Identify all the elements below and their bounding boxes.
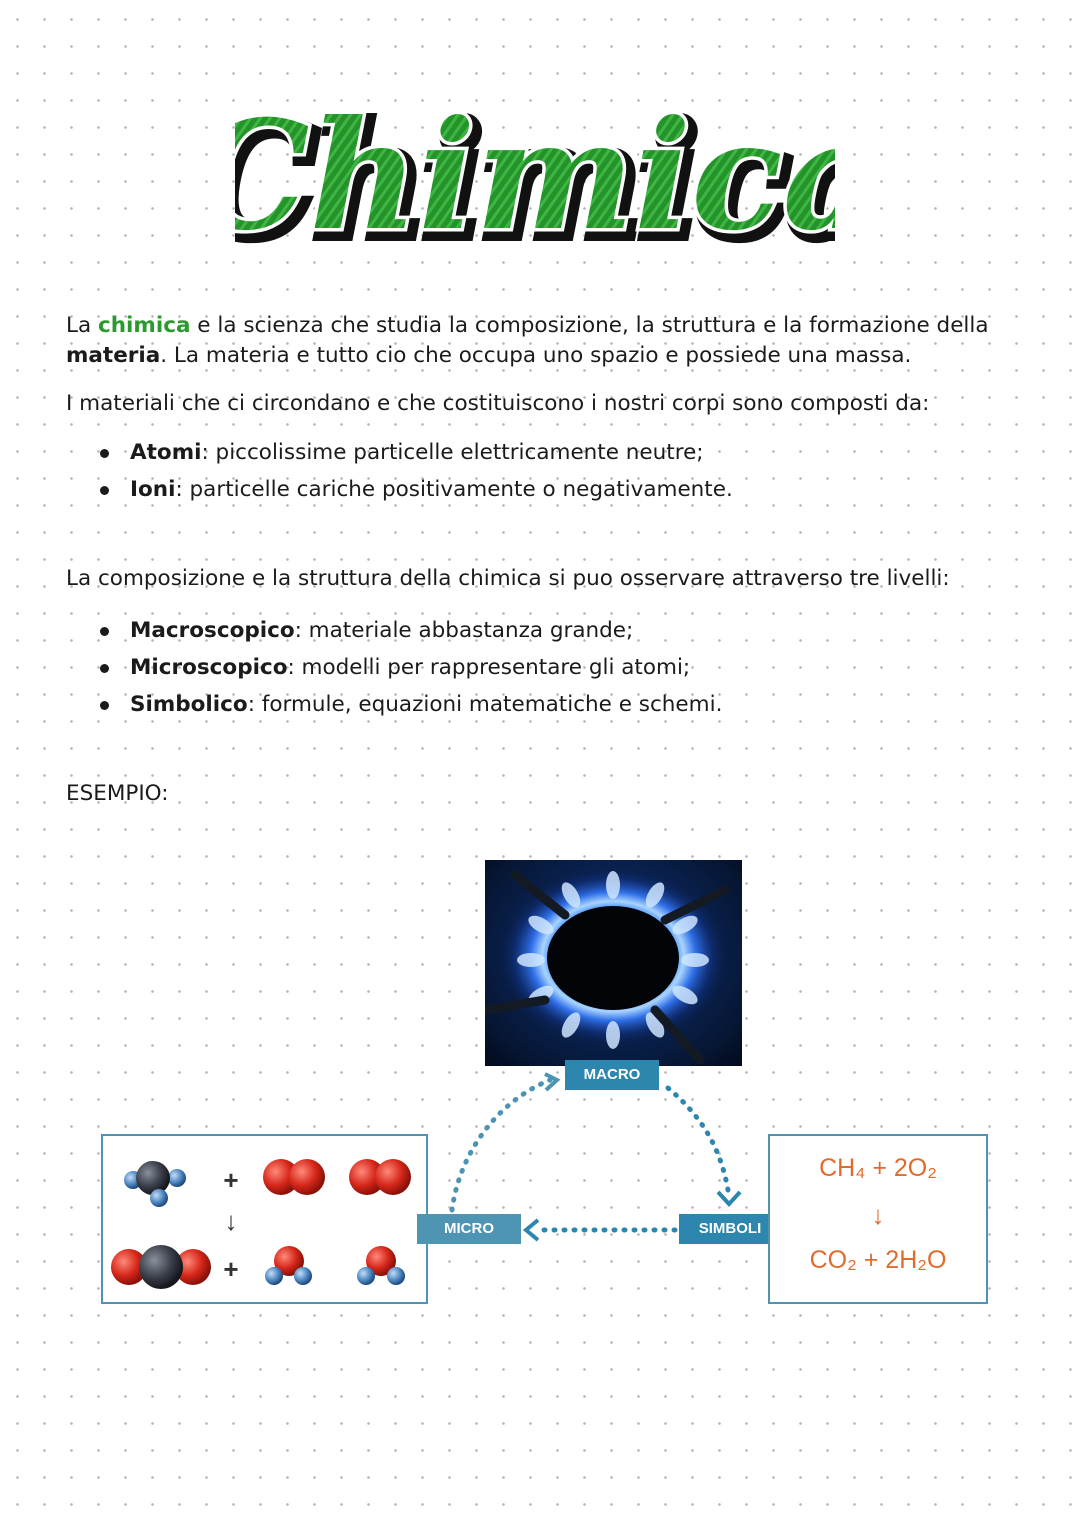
svg-text:↓: ↓ (224, 1206, 238, 1236)
simboli-label: SIMBOLI (679, 1214, 781, 1244)
oxygen-molecule (263, 1159, 325, 1195)
list-item: Simbolico: formule, equazioni matematiche e schemi. (100, 686, 722, 723)
micro-to-macro-arrow (452, 1080, 550, 1210)
reaction-arrow-icon: ↓ (871, 1200, 885, 1230)
micro-label: MICRO (417, 1214, 521, 1244)
svg-text:Chimica: himic (309, 88, 783, 264)
materials-list (100, 434, 733, 508)
macro-label: MACRO (565, 1060, 659, 1090)
materia-keyword: materia (66, 343, 161, 368)
products-formula: CO₂ + 2H₂O (809, 1246, 947, 1274)
carbon-dioxide-molecule (111, 1245, 211, 1289)
svg-text:+: + (223, 1254, 239, 1284)
svg-text:+: + (223, 1165, 239, 1195)
list-item: Microscopico: modelli per rappresentare gli atomi; (100, 649, 722, 686)
arrowhead-icon (718, 1192, 740, 1204)
water-molecule (265, 1246, 312, 1285)
oxygen-molecule (349, 1159, 411, 1195)
list-item: Macroscopico: materiale abbastanza grande; (100, 612, 722, 649)
levels-list (100, 612, 722, 723)
svg-text:Chimica: himic (315, 94, 789, 270)
intro-paragraph: La chimica e la scienza che studia la composizione, la struttura e la formazione della materia. La materia e tutto cio che occupa uno spazio e possiede una massa. (66, 313, 989, 368)
water-molecule (357, 1246, 405, 1285)
levels-intro: La composizione e la struttura della chimica si puo osservare attraverso tre livelli: (66, 566, 950, 591)
svg-text:Chimica: himic (309, 88, 783, 264)
page-title (235, 82, 835, 292)
gas-flame-photo (485, 860, 742, 1066)
flame-icon (485, 860, 742, 1066)
list-item: Ioni: particelle cariche positivamente o negativamente. (100, 471, 733, 508)
list-item: Atomi: piccolissime particelle elettricamente neutre; (100, 434, 733, 471)
example-label: ESEMPIO: (66, 781, 169, 806)
micro-molecules-box (101, 1134, 428, 1304)
materials-intro: I materiali che ci circondano e che costituiscono i nostri corpi sono composti da: (66, 391, 930, 416)
methane-molecule (124, 1161, 186, 1207)
chimica-keyword: chimica (98, 313, 191, 338)
macro-to-simboli-arrow (668, 1088, 728, 1190)
reactants-formula: CH₄ + 2O₂ (819, 1154, 937, 1182)
molecules-illustration (103, 1136, 426, 1302)
title-lettering (235, 82, 835, 292)
symbolic-formula-box (768, 1134, 988, 1304)
arrowhead-icon (526, 1220, 538, 1240)
